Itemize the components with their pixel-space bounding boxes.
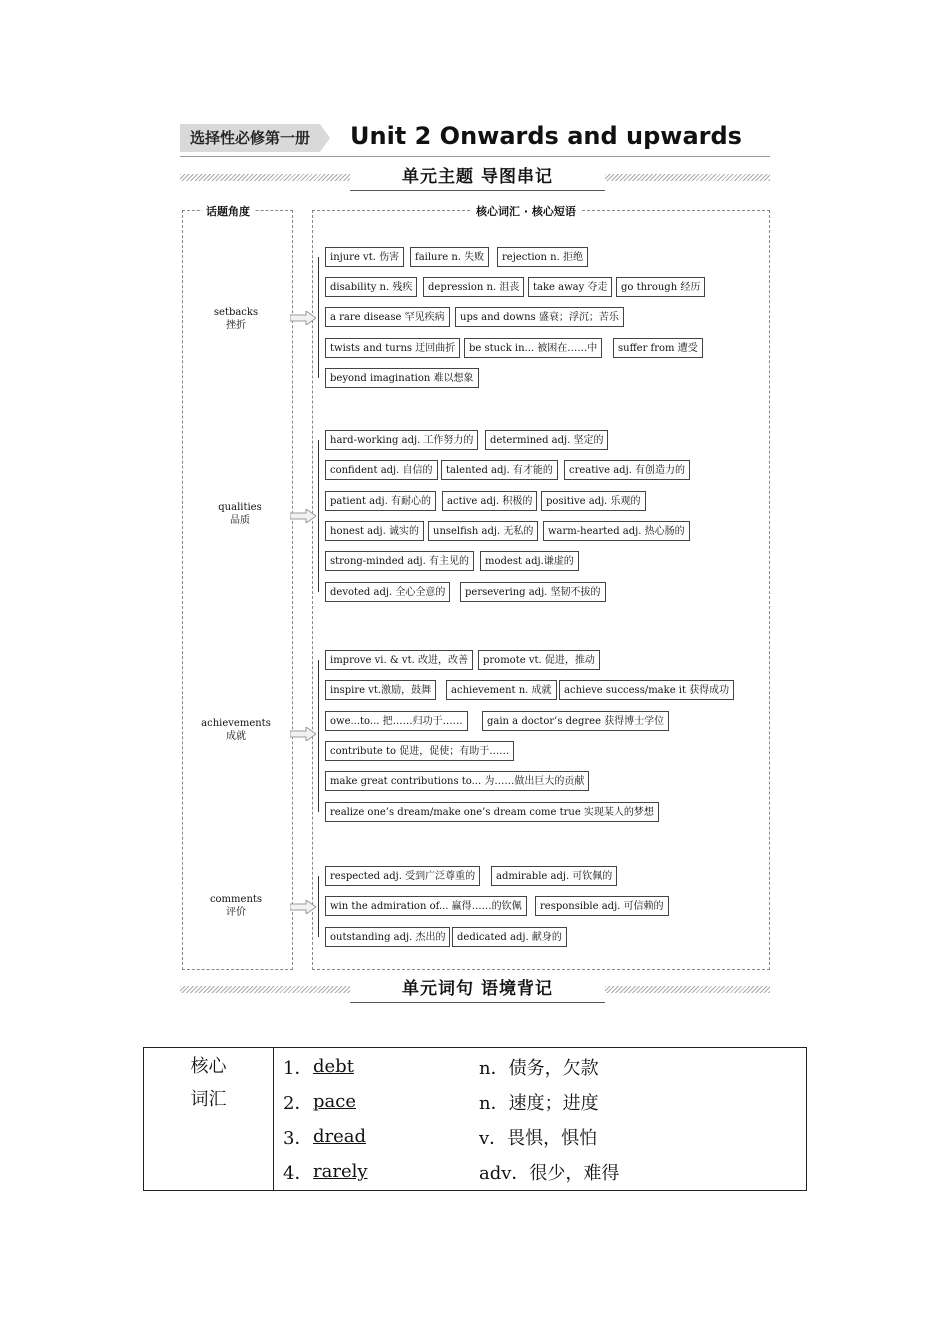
- term-chip: talented adj. 有才能的: [441, 460, 558, 480]
- term-chip: confident adj. 自信的: [325, 460, 438, 480]
- vocab-row: 3． dread v．畏惧，惧怕: [275, 1119, 805, 1154]
- category-qualities: qualities 品质: [218, 502, 262, 526]
- vocab-word: rarely: [313, 1161, 368, 1182]
- term-chip: creative adj. 有创造力的: [564, 460, 690, 480]
- category-setbacks: setbacks 挫折: [213, 307, 259, 331]
- core-vocab-title: 核心词汇 · 核心短语: [472, 203, 580, 219]
- category-comments: comments 评价: [209, 894, 263, 918]
- term-chip: promote vt. 促进，推动: [478, 650, 600, 670]
- term-chip: ups and downs 盛衰；浮沉；苦乐: [455, 307, 624, 327]
- term-chip: go through 经历: [616, 277, 705, 297]
- header-rule: [180, 156, 770, 157]
- topic-angle-title: 话题角度: [202, 203, 254, 219]
- vocab-heading: 核心 词汇: [144, 1048, 274, 1191]
- term-chip: responsible adj. 可信赖的: [535, 896, 669, 916]
- term-chip: dedicated adj. 献身的: [452, 927, 567, 947]
- term-chip: make great contributions to... 为……做出巨大的贡献: [325, 771, 589, 791]
- term-chip: persevering adj. 坚韧不拔的: [460, 582, 606, 602]
- term-chip: unselfish adj. 无私的: [428, 521, 538, 541]
- arrow-right-icon: [290, 900, 316, 914]
- vocab-row: 2． pace n．速度；进度: [275, 1084, 805, 1119]
- arrow-right-icon: [290, 509, 316, 523]
- section-title-sentences: 单元词句 语境背记: [350, 978, 605, 1003]
- term-chip: be stuck in... 被困在……中: [464, 338, 602, 358]
- term-chip: modest adj.谦虚的: [480, 551, 579, 571]
- vocab-word: debt: [313, 1056, 354, 1077]
- vocab-definition: v．畏惧，惧怕: [479, 1127, 598, 1149]
- term-chip: warm-hearted adj. 热心肠的: [543, 521, 690, 541]
- term-chip: determined adj. 坚定的: [485, 430, 608, 450]
- vocab-row: 1． debt n．债务，欠款: [275, 1049, 805, 1084]
- vocab-word: dread: [313, 1126, 367, 1147]
- term-chip: devoted adj. 全心全意的: [325, 582, 450, 602]
- term-chip: gain a doctor’s degree 获得博士学位: [482, 711, 669, 731]
- book-tag: 选择性必修第一册: [180, 124, 320, 152]
- term-chip: twists and turns 迂回曲折: [325, 338, 460, 358]
- term-chip: achievement n. 成就: [446, 680, 557, 700]
- term-chip: failure n. 失败: [410, 247, 489, 267]
- term-chip: active adj. 积极的: [442, 491, 537, 511]
- term-chip: hard-working adj. 工作努力的: [325, 430, 478, 450]
- section-band-sentences: [180, 978, 770, 1002]
- vocab-row: 4． rarely adv．很少，难得: [275, 1154, 805, 1189]
- term-chip: win the admiration of... 赢得……的钦佩: [325, 896, 527, 916]
- term-chip: contribute to 促进，促使；有助于……: [325, 741, 514, 761]
- term-chip: a rare disease 罕见疾病: [325, 307, 450, 327]
- arrow-right-icon: [290, 727, 316, 741]
- term-chip: respected adj. 受到广泛尊重的: [325, 866, 480, 886]
- core-vocab-table: [143, 1047, 807, 1191]
- term-chip: realize one’s dream/make one’s dream come true 实现某人的梦想: [325, 802, 659, 822]
- term-chip: positive adj. 乐观的: [541, 491, 646, 511]
- term-chip: outstanding adj. 杰出的: [325, 927, 450, 947]
- unit-title: Unit 2 Onwards and upwards: [350, 122, 742, 150]
- term-chip: depression n. 沮丧: [423, 277, 524, 297]
- term-chip: achieve success/make it 获得成功: [559, 680, 734, 700]
- term-chip: disability n. 残疾: [325, 277, 417, 297]
- term-chip: improve vi. & vt. 改进，改善: [325, 650, 473, 670]
- term-chip: take away 夺走: [528, 277, 612, 297]
- arrow-right-icon: [290, 311, 316, 325]
- term-chip: injure vt. 伤害: [325, 247, 404, 267]
- vocab-definition: n．债务，欠款: [479, 1057, 599, 1079]
- category-achievements: achievements 成就: [201, 718, 271, 742]
- vocab-definition: adv．很少，难得: [479, 1162, 620, 1184]
- term-chip: patient adj. 有耐心的: [325, 491, 436, 511]
- term-chip: strong-minded adj. 有主见的: [325, 551, 474, 571]
- section-band-mindmap: [180, 166, 770, 190]
- vocab-word: pace: [313, 1091, 356, 1112]
- term-chip: suffer from 遭受: [613, 338, 703, 358]
- term-chip: rejection n. 拒绝: [497, 247, 588, 267]
- term-chip: honest adj. 诚实的: [325, 521, 424, 541]
- term-chip: admirable adj. 可钦佩的: [491, 866, 617, 886]
- term-chip: beyond imagination 难以想象: [325, 368, 479, 388]
- section-title-mindmap: 单元主题 导图串记: [350, 166, 605, 191]
- vocab-definition: n．速度；进度: [479, 1092, 599, 1114]
- term-chip: inspire vt.激励，鼓舞: [325, 680, 436, 700]
- term-chip: owe...to... 把……归功于……: [325, 711, 468, 731]
